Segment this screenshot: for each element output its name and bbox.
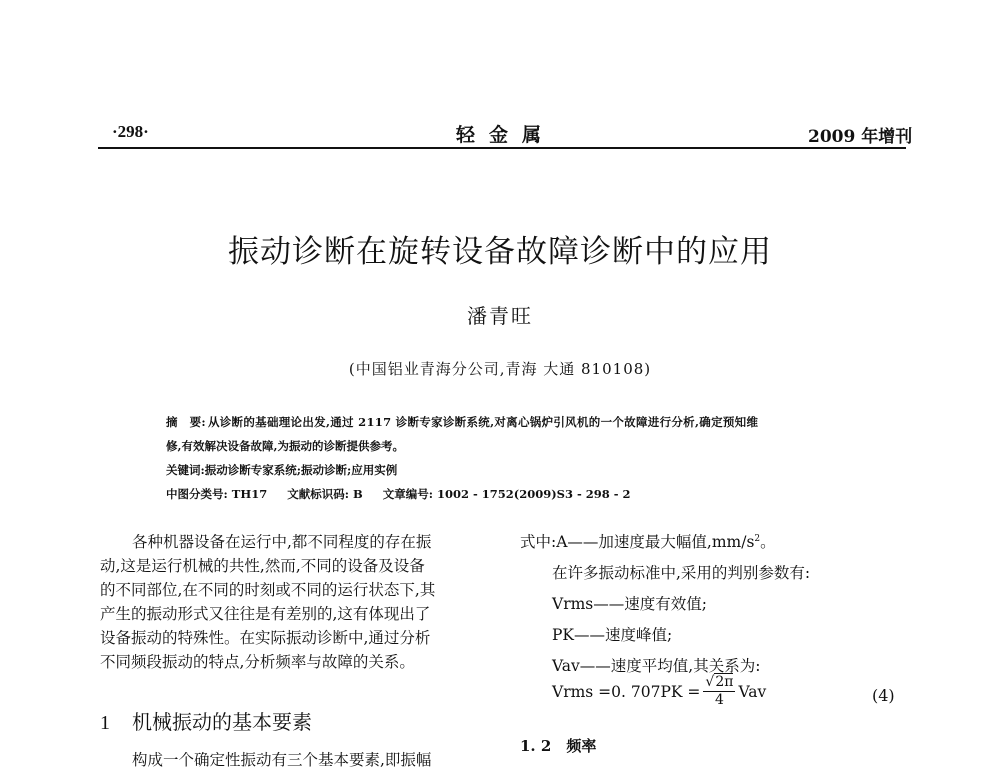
equation-4	[552, 674, 766, 709]
doc-code-value: B	[352, 487, 363, 501]
keywords-text: 振动诊断专家系统;振动诊断;应用实例	[204, 463, 398, 477]
equation-fraction: $\frac{√2\pi}{4}$	[705, 674, 734, 708]
clc-value: TH17	[231, 487, 268, 501]
section-title: 机械振动的基本要素	[132, 710, 312, 734]
definition-vrms: Vrms——速度有效值;	[552, 595, 707, 613]
equation-lhs: Vrms =0. 707PK =	[552, 682, 701, 701]
issue-label: 2009 年增刊	[808, 127, 913, 147]
abstract-text-line-2: 修,有效解决设备故障,为振动的诊断提供参考。	[166, 439, 405, 453]
body-line: 各种机器设备在运行中,都不同程度的存在振	[132, 533, 432, 551]
abstract-text-line-1: 从诊断的基础理论出发,通过 2117 诊断专家诊断系统,对离心锅炉引风机的一个故障进行分析,确定预知维	[207, 415, 759, 429]
classification-line	[166, 486, 631, 502]
formula-note: 式中:A——加速度最大幅值$,mm/s^2$。	[520, 533, 776, 551]
body-line: 的不同部位,在不同的时刻或不同的运行状态下,其	[100, 581, 436, 599]
article-number-label: 文章编号:	[382, 487, 433, 501]
body-line: 动,这是运行机械的共性,然而,不同的设备及设备	[100, 557, 425, 575]
left-column-text	[100, 530, 492, 674]
section-heading	[100, 706, 312, 735]
doc-code-label: 文献标识码:	[287, 487, 349, 501]
body-line: 产生的振动形式又往往是有差别的,这有体现出了	[100, 605, 431, 623]
page-number: ·298·	[112, 122, 149, 141]
equation-number: (4)	[872, 686, 895, 705]
paper-title: 振动诊断在旋转设备故障诊断中的应用	[228, 234, 772, 270]
body-line: 不同频段振动的特点,分析频率与故障的关系。	[100, 653, 415, 671]
equation-rhs: Vav	[738, 682, 767, 701]
article-number-value: 1002 - 1752(2009)S3 - 298 - 2	[437, 487, 631, 501]
body-line: 设备振动的特殊性。在实际振动诊断中,通过分析	[100, 629, 431, 647]
abstract	[166, 414, 758, 430]
definition-pk: PK——速度峰值;	[552, 626, 673, 644]
journal-name: 轻金属	[456, 124, 556, 146]
body-line: 在许多振动标准中,采用的判别参数有:	[552, 564, 811, 582]
section-number: 1	[100, 712, 110, 734]
keywords-label: 关键词:	[166, 463, 205, 477]
clc-label: 中图分类号:	[166, 487, 228, 501]
affiliation: (中国铝业青海分公司,青海 大通 810108)	[348, 360, 652, 378]
keywords	[166, 462, 397, 478]
equation-numerator: 2π	[715, 674, 734, 690]
body-line-cut: 构成一个确定性振动有三个基本要素,即振幅	[132, 751, 432, 769]
right-column-text	[520, 530, 810, 685]
header-rule	[98, 147, 906, 149]
equation-denominator: 4	[714, 692, 724, 708]
author-name: 潘青旺	[467, 304, 533, 328]
definition-vav: Vav——速度平均值,其关系为:	[552, 657, 761, 675]
abstract-label: 摘 要:	[166, 415, 206, 429]
subsection-heading: 1. 2 频率	[520, 737, 597, 755]
